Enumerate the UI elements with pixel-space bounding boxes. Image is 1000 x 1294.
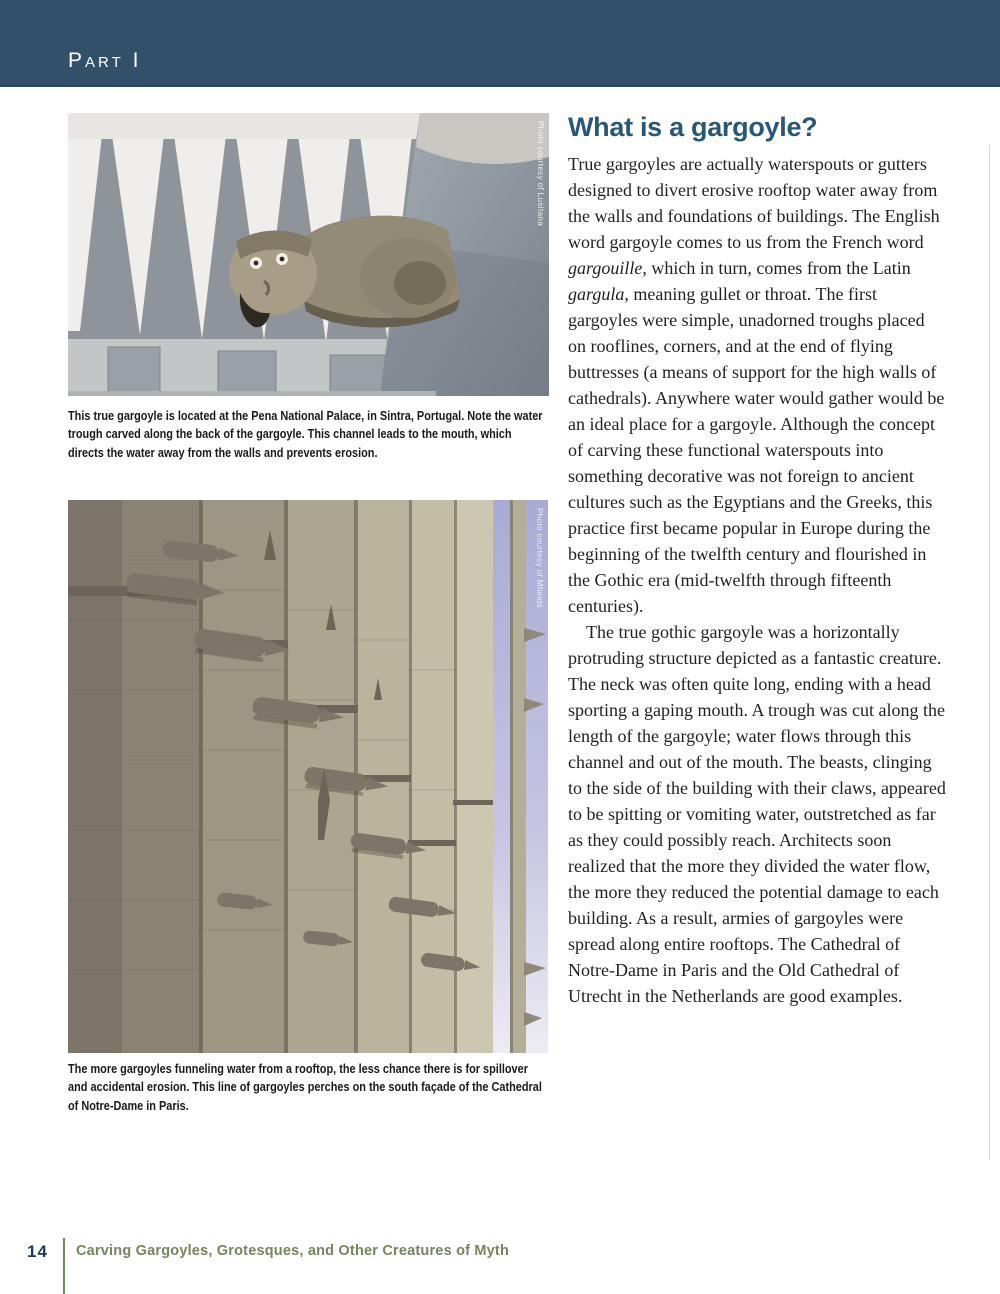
body-paragraph: True gargoyles are actually waterspouts or gutters designed to divert erosive rooftop water away from the walls and foundations of buildings. The English word gargoyle comes to us from the French word gargouille, which in turn, comes from the Latin gargula, meaning gullet or throat. The first gargoyles were simple, unadorned troughs placed on rooflines, corners, and at the end of flying buttresses (a means of support for the high walls of cathedrals). Anywhere water would gather would be an ideal place for a gargoyle. Although the concept of carving these functional waterspouts into something decorative was not foreign to ancient cultures such as the Egyptians and the Greeks, this practice first became popular in Europe during the beginning of the twelfth century and flourished in the Gothic era (mid-twelfth through fifteenth centuries). bbox=[568, 154, 945, 616]
photo-credit: Photo courtesy of Mfields bbox=[535, 508, 544, 608]
part-header-bar bbox=[0, 0, 1000, 87]
book-title: Carving Gargoyles, Grotesques, and Other Creatures of Myth bbox=[76, 1243, 510, 1259]
footer-divider bbox=[63, 1238, 65, 1294]
figure-caption: This true gargoyle is located at the Pena National Palace, in Sintra, Portugal. Note the water trough carved along the back of the gargoyle. This channel leads to the mouth, which directs the water away from the walls and prevents erosion. bbox=[68, 408, 543, 460]
pena-palace-gargoyle-illustration bbox=[68, 113, 549, 396]
article-column bbox=[568, 112, 946, 1009]
photo-credit: Photo courtesy of Lusitana bbox=[536, 121, 545, 227]
article-heading: What is a gargoyle? bbox=[568, 112, 818, 142]
part-label: Part I bbox=[68, 49, 142, 72]
body-paragraph: The true gothic gargoyle was a horizontally protruding structure depicted as a fantastic creature. The neck was often quite long, ending with a head sporting a gaping mouth. A trough was cut along the length of the gargoyle; water flows through this channel and out of the mouth. The beasts, clinging to the side of the building with their claws, appeared to be spitting or vomiting water, outstretched as far as they could possibly reach. Architects soon realized that the more they divided the water flow, the more they reduced the potential damage to each building. As a result, armies of gargoyles were spread along entire rooftops. The Cathedral of Notre-Dame in Paris and the Old Cathedral of Utrecht in the Netherlands are good examples. bbox=[568, 622, 946, 1006]
pena-palace-gargoyle-photo bbox=[68, 113, 549, 396]
page-number: 14 bbox=[27, 1242, 48, 1261]
page-footer bbox=[0, 1236, 1000, 1294]
figure-caption: The more gargoyles funneling water from a rooftop, the less chance there is for spillover and accidental erosion. This line of gargoyles perches on the south façade of the Cathedral of Notre-Dame in Paris. bbox=[68, 1061, 542, 1113]
page-edge-line bbox=[989, 145, 990, 1160]
notre-dame-gargoyles-illustration bbox=[68, 500, 548, 1053]
notre-dame-gargoyles-photo bbox=[68, 500, 548, 1053]
article-body bbox=[568, 151, 946, 1009]
